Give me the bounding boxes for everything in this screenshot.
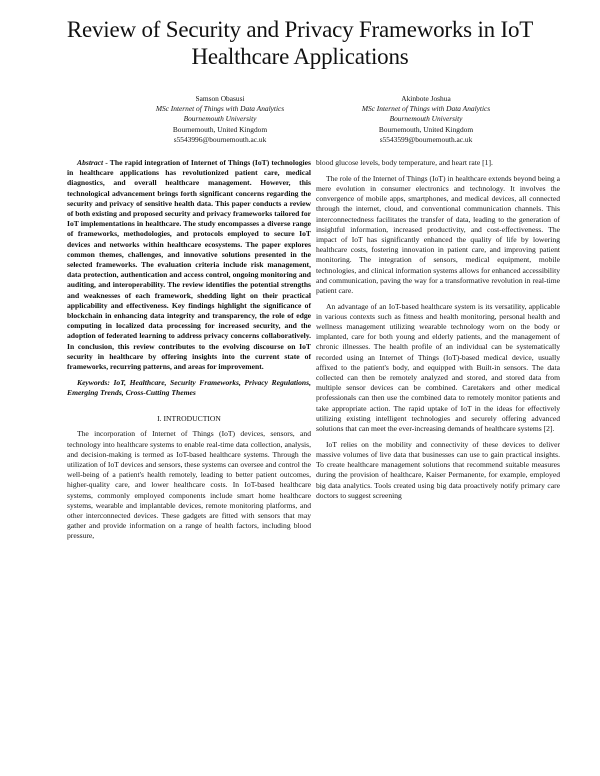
author-email: s5543599@bournemouth.ac.uk — [379, 134, 473, 144]
body-paragraph: IoT relies on the mobility and connectivity of these devices to deliver massive volumes of live data that businesses can use to gain practical insights. To create healthcare management solutions that recommend suitable measures during the provision of healthcare, Kaiser Permanente, for example, employed big data analytics. Tools created using big data proactively notify primary care doctors to suggest screening — [316, 439, 560, 500]
author-program: MSc Internet of Things with Data Analytics — [155, 104, 285, 114]
right-column — [316, 158, 560, 507]
intro-paragraph-1: The incorporation of Internet of Things (IoT) devices, sensors, and technology into healthcare systems to enable real-time data collection, analysis, and decision-making is termed as IoT-based healthcare systems. Through the utilization of IoT devices and sensors, these systems can oversee and control the well-being of a patient's health remotely, leading to better patient outcomes, higher-quality care, and lower healthcare costs. In IoT-based healthcare systems, commonly employed components include smart home healthcare systems, wearable and implantable devices, remote monitoring platforms, and other interconnected devices. These gadgets are fitted with sensors that may gather and provide information on a range of health factors, including blood pressure, — [67, 429, 311, 541]
abstract-text: - The rapid integration of Internet of Things (IoT) technologies in healthcare applications has revolutionized patient care, medical diagnostics, and overall healthcare management. However, this technological advancement brings forth significant concerns regarding the security and privacy of sensitive health data. This paper conducts a review of both existing and proposed security and privacy frameworks tailored for IoT implementations in healthcare. The study encompasses a diverse range of frameworks, methodologies, and protocols employed to secure IoT devices and networks within healthcare ecosystems. The paper explores common themes, challenges, and innovative solutions presented in the selected frameworks. The evaluation criteria include risk management, data protection, authentication and access control, ongoing monitoring and auditing, and interoperability. The review identifies the potential strengths and weaknesses of each framework, shedding light on their practical applicability and effectiveness. Key findings highlight the significance of blockchain in enhancing data integrity and transparency, the role of edge computing in localized data processing for increased security, and the adoption of federated learning to address privacy concerns collaboratively. In conclusion, this review contributes to the evolving discourse on IoT security in healthcare by offering insights into the current state of frameworks, recurring patterns, and areas for improvement. — [67, 158, 311, 372]
author-block-1 — [120, 94, 320, 145]
body-paragraph-continued: blood glucose levels, body temperature, and heart rate [1]. — [316, 158, 493, 167]
author-university: Bournemouth University — [389, 114, 463, 124]
section-heading: I. INTRODUCTION — [157, 414, 221, 424]
abstract-label: Abstract — [77, 158, 104, 167]
body-paragraph: An advantage of an IoT-based healthcare system is its versatility, applicable in various contexts such as fitness and health monitoring, personal health and wellness management utilizing wearable technology worn on the body or implanted, care for both young and elderly patients, and the management of chronic illnesses. The health profile of an individual can be systematically recorded using an Internet of Things (IoT)-based medical device, usually affixed to the patient's body, and equipped with Built-in sensors. The data collected can then be remotely analyzed and stored, and stored data from multiple sensor devices can be combined. Caretakers and other medical professionals can then use the combined data to remotely monitor patients and take appropriate action. The rapid uptake of IoT in the ideas for effectively utilizing existing intelligent technologies and securely offering advanced solutions that can meet the ever-increasing demands of healthcare systems [2]. — [316, 301, 560, 434]
keywords: Keywords: IoT, Healthcare, Security Frameworks, Privacy Regulations, Emerging Trends, Cross-Cutting Themes — [67, 377, 311, 397]
author-block-2 — [326, 94, 526, 145]
body-paragraph: The role of the Internet of Things (IoT) in healthcare extends beyond being a mere evolution in consumer electronics and technology. It involves the convergence of mobile apps, smartphones, and medical devices, all connected through the internet, cloud, and conventional communication channels. This interconnectedness facilitates the transfer of data, leading to the generation of insightful information, increased productivity, and cost-effectiveness. The impact of IoT has significantly enhanced the quality of life by lowering healthcare costs, fostering innovation in patient care, and improving patient monitoring. The integration of sensors, medical equipment, mobile technologies, and clinical information systems allows for enhanced accessibility and communication, paving the way for a transformative revolution in real-time patient care. — [316, 173, 560, 295]
author-email: s5543996@bournemouth.ac.uk — [173, 134, 267, 144]
abstract — [67, 158, 311, 372]
author-location: Bournemouth, United Kingdom — [378, 124, 474, 134]
author-program: MSc Internet of Things with Data Analytics — [361, 104, 491, 114]
author-name: Akinbote Joshua — [401, 94, 451, 103]
author-university: Bournemouth University — [183, 114, 257, 124]
author-location: Bournemouth, United Kingdom — [172, 124, 268, 134]
author-name: Samson Obasusi — [195, 94, 245, 103]
paper-title: Review of Security and Privacy Frameworks in IoT Healthcare Applications — [66, 17, 534, 69]
left-column — [67, 158, 311, 547]
